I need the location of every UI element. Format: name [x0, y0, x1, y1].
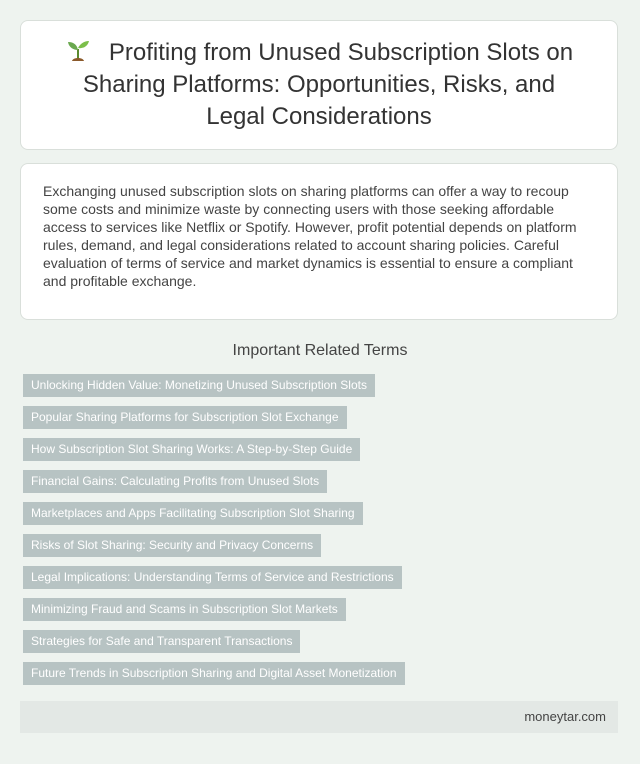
summary-text: Exchanging unused subscription slots on sharing platforms can offer a way to recoup some costs and minimize waste by connecting users with those seeking affordable access to services like Netflix or Spotify. However, profit potential depends on platform rules, demand, and legal considerations related to account sharing policies. Careful evaluation of terms of service and market dynamics is essential to ensure a compliant and profitable exchange. [43, 183, 577, 289]
related-terms-list [23, 374, 623, 694]
term-tag[interactable]: How Subscription Slot Sharing Works: A Step-by-Step Guide [23, 438, 360, 461]
footer-site-link[interactable]: moneytar.com [524, 709, 606, 724]
term-tag[interactable]: Minimizing Fraud and Scams in Subscription Slot Markets [23, 598, 346, 621]
title-card [20, 20, 618, 150]
term-tag[interactable]: Marketplaces and Apps Facilitating Subscription Slot Sharing [23, 502, 363, 525]
summary-card [20, 163, 618, 320]
page-title-text: Profiting from Unused Subscription Slots on Sharing Platforms: Opportunities, Risks, and Legal Considerations [82, 39, 574, 130]
term-tag[interactable]: Popular Sharing Platforms for Subscription Slot Exchange [23, 406, 347, 429]
sprout-icon [65, 37, 91, 63]
term-tag[interactable]: Legal Implications: Understanding Terms of Service and Restrictions [23, 566, 402, 589]
term-tag[interactable]: Future Trends in Subscription Sharing and Digital Asset Monetization [23, 662, 405, 685]
footer [20, 701, 618, 733]
page-title [51, 37, 587, 133]
term-tag[interactable]: Unlocking Hidden Value: Monetizing Unused Subscription Slots [23, 374, 375, 397]
term-tag[interactable]: Risks of Slot Sharing: Security and Privacy Concerns [23, 534, 321, 557]
related-terms-heading: Important Related Terms [232, 342, 408, 359]
term-tag[interactable]: Financial Gains: Calculating Profits from Unused Slots [23, 470, 327, 493]
term-tag[interactable]: Strategies for Safe and Transparent Transactions [23, 630, 300, 653]
